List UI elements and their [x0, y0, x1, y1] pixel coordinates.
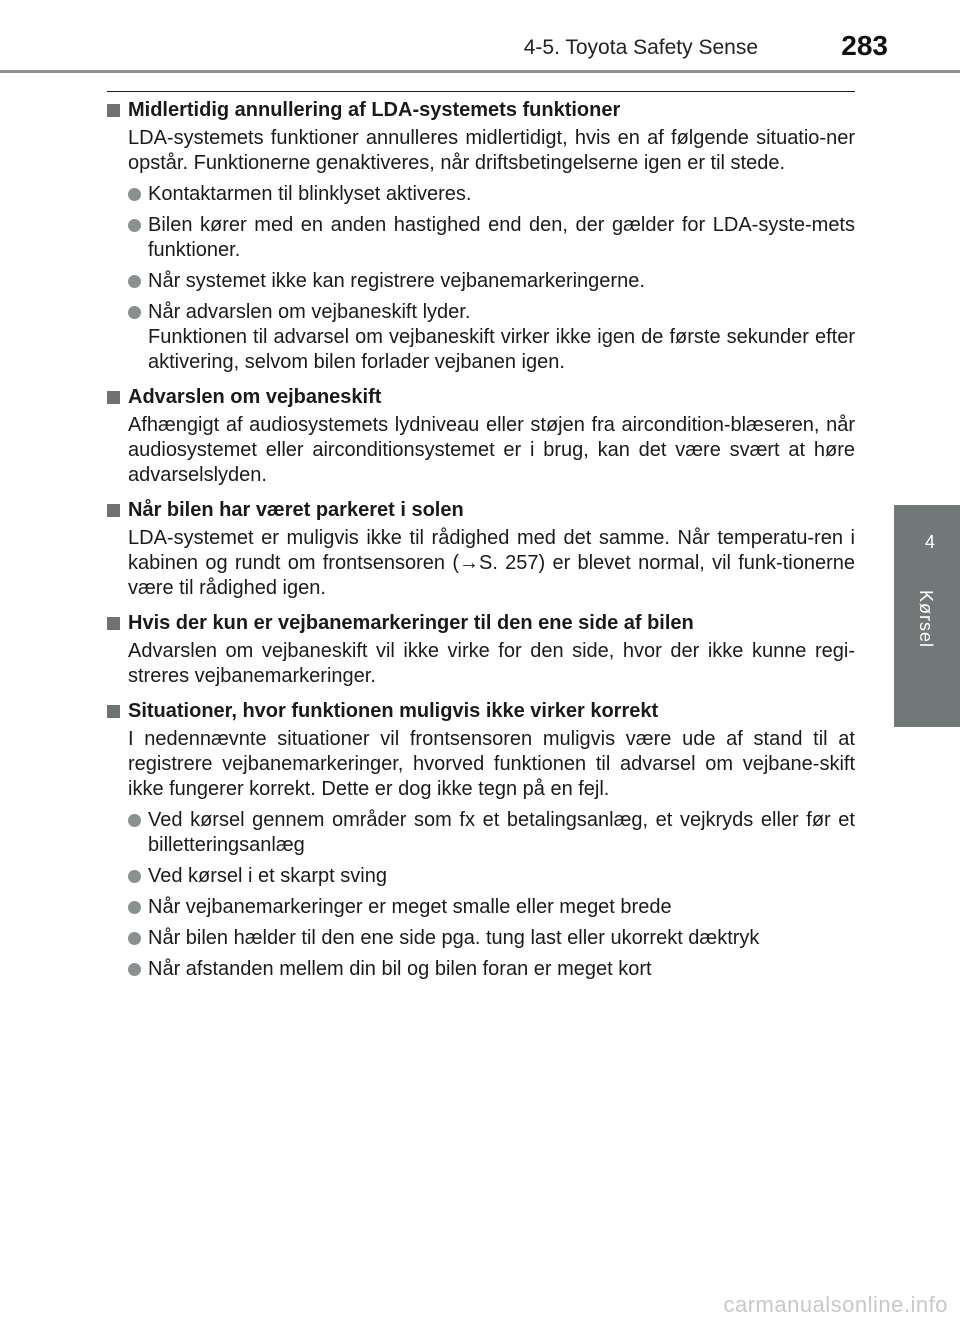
section-heading	[107, 699, 855, 724]
section-heading	[107, 385, 855, 410]
list-item-line: Når bilen hælder til den ene side pga. tung last eller ukorrekt dæktryk	[148, 927, 760, 949]
circle-bullet-icon	[128, 932, 141, 945]
chapter-tab-label: Kørsel	[916, 590, 936, 649]
list-item	[128, 182, 855, 207]
list-item-line: Når afstanden mellem din bil og bilen foran er meget kort	[148, 958, 652, 980]
list-item-line: Når vejbanemarkeringer er meget smalle eller meget brede	[148, 896, 672, 918]
circle-bullet-icon	[128, 901, 141, 914]
list-item	[128, 957, 855, 982]
circle-bullet-icon	[128, 275, 141, 288]
section-paragraph: Advarslen om vejbaneskift vil ikke virke for den side, hvor der ikke kunne regi-streres vejbanemarkeringer.	[128, 640, 855, 687]
circle-bullet-icon	[128, 870, 141, 883]
list-item-line: Når advarslen om vejbaneskift lyder.	[148, 301, 471, 323]
section-paragraph: LDA-systemet er muligvis ikke til rådighed med det samme. Når temperatu-ren i kabinen og rundt om frontsensoren (→S. 257) er blevet normal, vil funk-tionerne være til rådighed igen.	[128, 527, 855, 599]
manual-content	[107, 98, 855, 992]
list-item-text	[148, 808, 855, 858]
section-heading-text: Midlertidig annullering af LDA-systemets funktioner	[128, 99, 621, 121]
list-item-text	[148, 957, 855, 982]
section-heading	[107, 611, 855, 636]
content-top-rule	[107, 91, 855, 92]
circle-bullet-icon	[128, 963, 141, 976]
list-item-line: Funktionen til advarsel om vejbaneskift virker ikke igen de første sekunder efter aktivering, selvom bilen forlader vejbanen igen.	[148, 326, 855, 373]
section-heading	[107, 98, 855, 123]
section-heading-text: Situationer, hvor funktionen muligvis ikke virker korrekt	[128, 700, 659, 722]
square-bullet-icon	[107, 504, 120, 517]
section-heading-text: Når bilen har været parkeret i solen	[128, 499, 464, 521]
section-paragraph: I nedennævnte situationer vil frontsensoren muligvis være ude af stand til at registrere vejbanemarkeringer, hvorved funktionen til advarsel om vejbane-skift ikke fungerer korrekt. Dette er dog ikke tegn på en fejl.	[128, 728, 855, 800]
list-item-text	[148, 269, 855, 294]
list-item	[128, 895, 855, 920]
circle-bullet-icon	[128, 188, 141, 201]
circle-bullet-icon	[128, 306, 141, 319]
list-item	[128, 864, 855, 889]
section	[107, 498, 855, 601]
section-paragraph: Afhængigt af audiosystemets lydniveau eller støjen fra aircondition-blæseren, når audiosystemet eller airconditionsystemet er i brug, kan det være svært at høre advarselslyden.	[128, 414, 855, 486]
section-paragraph: LDA-systemets funktioner annulleres midlertidigt, hvis en af følgende situatio-ner opstår. Funktionerne genaktiveres, når driftsbetingelserne igen er til stede.	[128, 127, 855, 174]
square-bullet-icon	[107, 617, 120, 630]
square-bullet-icon	[107, 391, 120, 404]
header-rule	[0, 70, 960, 73]
list-item-text	[148, 895, 855, 920]
list-item-line: Ved kørsel i et skarpt sving	[148, 865, 387, 887]
page-number: 283	[841, 30, 888, 61]
square-bullet-icon	[107, 705, 120, 718]
circle-bullet-icon	[128, 219, 141, 232]
section-heading-text: Advarslen om vejbaneskift	[128, 386, 382, 408]
chapter-tab-number: 4	[924, 532, 935, 552]
section	[107, 611, 855, 689]
list-item	[128, 269, 855, 294]
list-item	[128, 926, 855, 951]
section	[107, 385, 855, 488]
list-item-line: Når systemet ikke kan registrere vejbanemarkeringerne.	[148, 270, 645, 292]
square-bullet-icon	[107, 104, 120, 117]
list-item-text	[148, 213, 855, 263]
list-item	[128, 213, 855, 263]
list-item	[128, 300, 855, 375]
circle-bullet-icon	[128, 814, 141, 827]
list-item	[128, 808, 855, 858]
running-header-section-title: 4-5. Toyota Safety Sense	[523, 36, 758, 59]
list-item-text	[148, 300, 855, 375]
list-item-text	[148, 182, 855, 207]
section-heading	[107, 498, 855, 523]
section-heading-text: Hvis der kun er vejbanemarkeringer til den ene side af bilen	[128, 612, 694, 634]
list-item-text	[148, 926, 855, 951]
section	[107, 98, 855, 375]
list-item-line: Kontaktarmen til blinklyset aktiveres.	[148, 183, 472, 205]
watermark: carmanualsonline.info	[723, 1292, 948, 1317]
list-item-line: Bilen kører med en anden hastighed end den, der gælder for LDA-syste-mets funktioner.	[148, 214, 855, 261]
list-item-text	[148, 864, 855, 889]
section	[107, 699, 855, 982]
list-item-line: Ved kørsel gennem områder som fx et betalingsanlæg, et vejkryds eller før et billetteringsanlæg	[148, 809, 855, 856]
